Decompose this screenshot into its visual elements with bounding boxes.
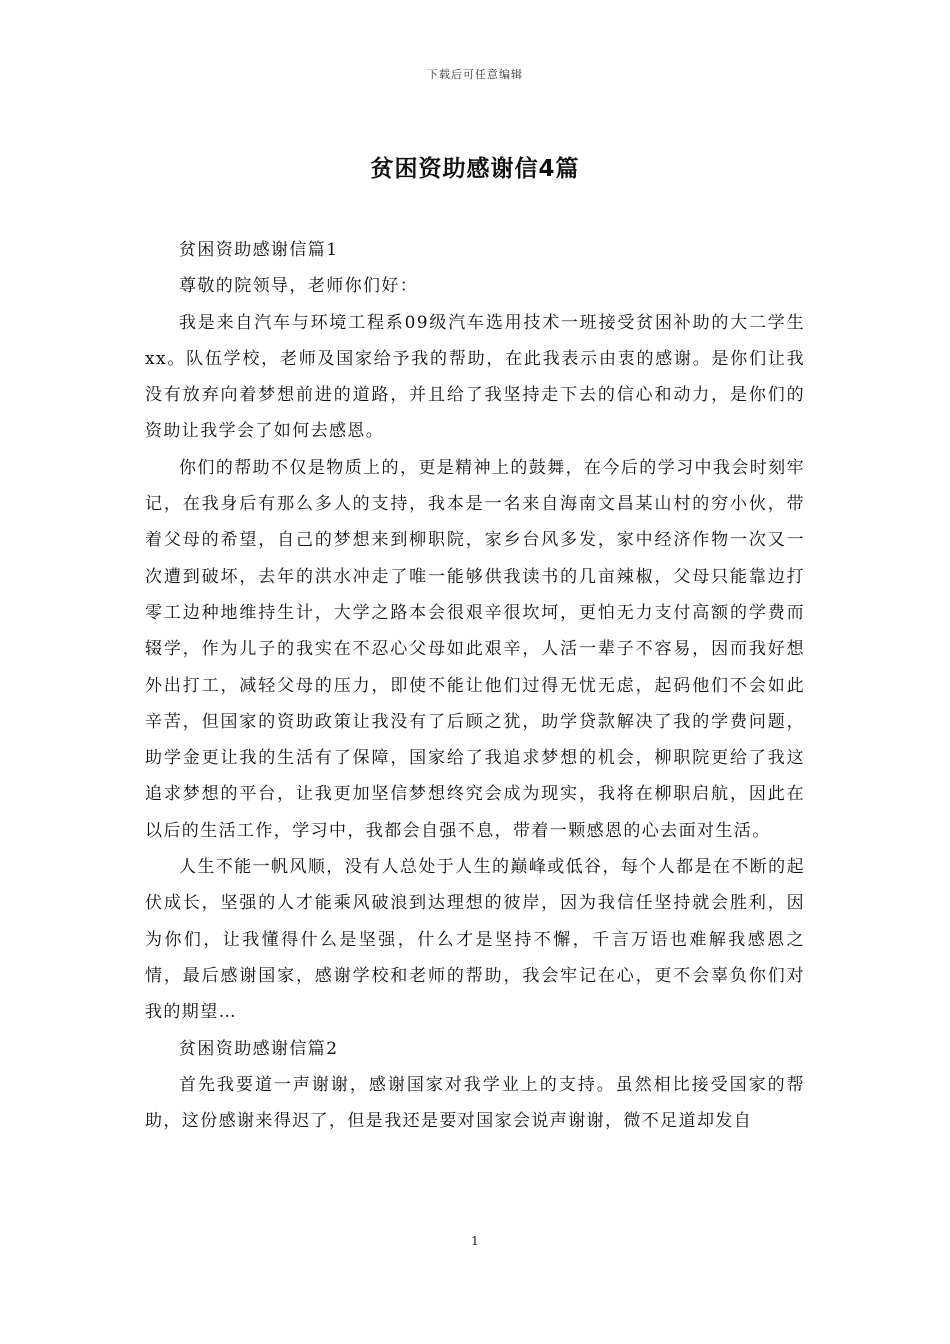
body-paragraph: 我是来自汽车与环境工程系09级汽车选用技术一班接受贫困补助的大二学生xx。队伍学校，老师及国家给予我的帮助，在此我表示由衷的感谢。是你们让我没有放弃向着梦想前进的道路，并且给了我坚持走下去的信心和动力，是你们的资助让我学会了如何去感恩。	[145, 312, 805, 442]
body-paragraph: 人生不能一帆风顺，没有人总处于人生的巅峰或低谷，每个人都是在不断的起伏成长，坚强的人才能乘风破浪到达理想的彼岸，因为我信任坚持就会胜利，因为你们，让我懂得什么是坚强，什么才是坚持不懈，千言万语也难解我感恩之情，最后感谢国家，感谢学校和老师的帮助，我会牢记在心，更不会辜负你们对我的期望…	[145, 857, 805, 1023]
salutation: 尊敬的院领导，老师你们好：	[179, 276, 419, 297]
section-heading: 贫困资助感谢信篇2	[179, 1038, 339, 1059]
section-heading: 贫困资助感谢信篇1	[179, 240, 339, 260]
body-paragraph: 首先我要道一声谢谢，感谢国家对我学业上的支持。虽然相比接受国家的帮助，这份感谢来得迟了，但是我还是要对国家会说声谢谢，微不足道却发自	[145, 1074, 805, 1132]
document-body	[145, 232, 805, 1139]
body-paragraph: 你们的帮助不仅是物质上的，更是精神上的鼓舞，在今后的学习中我会时刻牢记，在我身后有那么多人的支持，我本是一名来自海南文昌某山村的穷小伙，带着父母的希望，自己的梦想来到柳职院，家乡台风多发，家中经济作物一次又一次遭到破坏，去年的洪水冲走了唯一能够供我读书的几亩辣椒，父母只能靠边打零工边种地维持生计，大学之路本会很艰辛很坎坷，更怕无力支付高额的学费而辍学，作为儿子的我实在不忍心父母如此艰辛，人活一辈子不容易，因而我好想外出打工，减轻父母的压力，即使不能让他们过得无忧无虑，起码他们不会如此辛苦，但国家的资助政策让我没有了后顾之犹，助学贷款解决了我的学费问题，助学金更让我的生活有了保障，国家给了我追求梦想的机会，柳职院更给了我这追求梦想的平台，让我更加坚信梦想终究会成为现实，我将在柳职启航，因此在以后的生活工作，学习中，我都会自强不息，带着一颗感恩的心去面对生活。	[145, 457, 805, 841]
header-note: 下载后可任意编辑	[427, 68, 523, 81]
document-title: 贫困资助感谢信4篇	[370, 156, 580, 182]
page-number: 1	[471, 1234, 479, 1248]
